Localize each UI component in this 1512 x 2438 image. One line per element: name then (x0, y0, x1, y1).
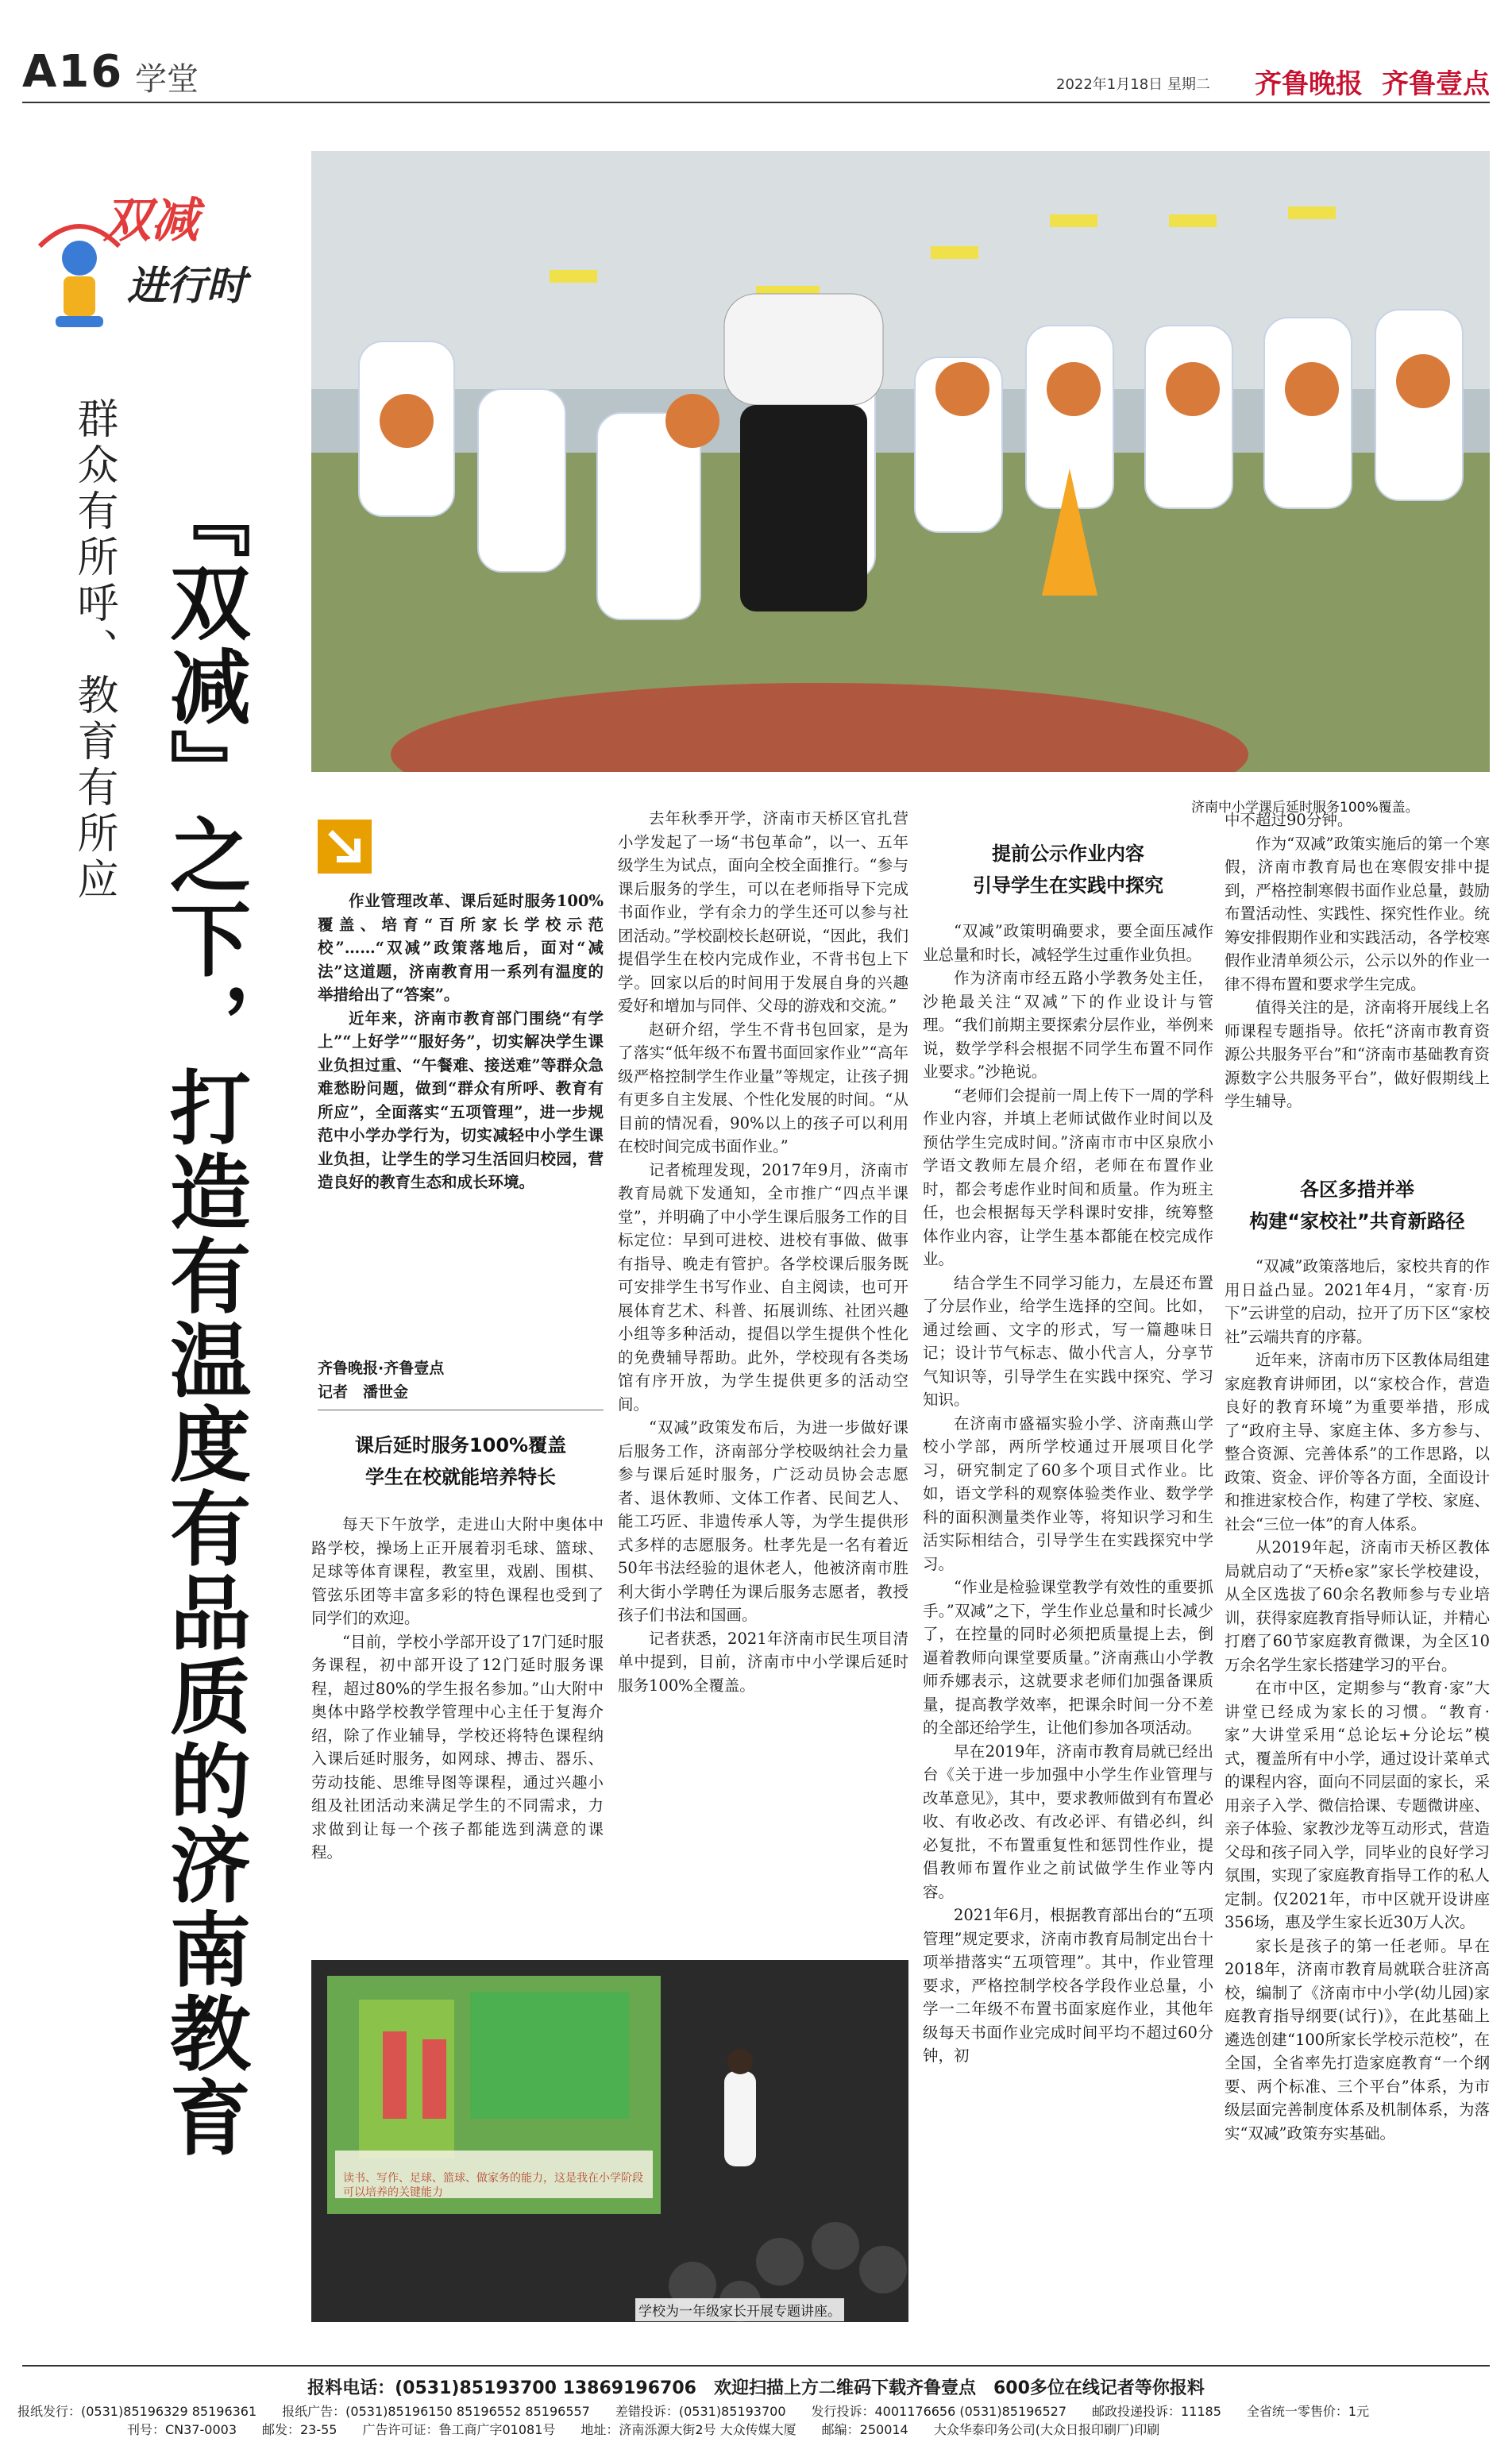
lead-paragraphs (318, 889, 604, 1194)
section-heading-1-line1: 课后延时服务100%覆盖 (354, 1434, 567, 1456)
body-paragraph: 结合学生不同学习能力，左晨还布置了分层作业，给学生选择的空间。比如，通过绘画、文字的形式，写一篇趣味日记；设计节气标志、做小代言人，分享节气知识等，引导学生在实践中探究、学习知识。 (923, 1273, 1213, 1409)
column-2-body (618, 807, 908, 1697)
lead-paragraph: 作业管理改革、课后延时服务100%覆盖、培育“百所家长学校示范校”……“双减”政策落地后，面对“减法”这道题，济南教育用一系列有温度的举措给出了“答案”。 (318, 892, 604, 1004)
body-paragraph: 家长是孩子的第一任老师。早在2018年，济南市教育局就联合驻济高校，编制了《济南市中小学(幼儿园)家庭教育指导纲要(试行)》，在此基础上遴选创建“100所家长学校示范校”，在全国，全省率先打造家庭教育“一个纲要、两个标准、三个平台”体系，为市级层面完善制度体系及机制体系，为落实“双减”政策夯实基础。 (1225, 1936, 1490, 2143)
badge-subtitle: 进行时 (127, 263, 246, 309)
arrow-marker (318, 820, 372, 874)
body-paragraph: 作为济南市经五路小学教务处主任，沙艳最关注“双减”下的作业设计与管理。“我们前期主要探索分层作业，举例来说，数学学科会根据不同学生布置不同作业要求。”沙艳说。 (923, 969, 1213, 1081)
body-paragraph: 2021年6月，根据教育部出台的“五项管理”规定要求，济南市教育局制定出台十项举措落实“五项管理”。其中，作业管理要求，严格控制学校各学段作业总量，小学一二年级不布置书面家庭作业，其他年级每天书面作业完成时间平均不超过60分钟，初 (923, 1906, 1213, 2065)
top-photo (311, 151, 1490, 772)
body-paragraph: 早在2019年，济南市教育局就已经出台《关于进一步加强中小学生作业管理与改革意见》，其中，要求教师做到有布置必收、有收必改、有改必评、有错必纠，纠必复批，不布置重复性和惩罚性作业，提倡教师布置作业之前试做学生作业等内容。 (923, 1742, 1213, 1901)
bottom-photo-caption: 学校为一年级家长开展专题讲座。 (635, 2298, 844, 2321)
top-photo-caption: 济南中小学课后延时服务100%覆盖。 (1191, 800, 1419, 816)
badge-title: 双减 (103, 193, 199, 249)
page-number: A16 (22, 46, 124, 98)
column-badge (32, 183, 270, 341)
byline-reporter: 记者 潘世金 (318, 1383, 409, 1401)
body-paragraph: “双减”政策发布后，为进一步做好课后服务工作，济南部分学校吸纳社会力量参与课后延时服务，广泛动员协会志愿者、退休教师、文体工作者、民间艺人、能工巧匠、非遗传承人等，为学生提供形式多样的志愿服务。杜孝先是一名有着近50年书法经验的退休老人，他被济南市胜利大街小学聘任为课后服务志愿者，教授孩子们书法和国画。 (618, 1418, 908, 1624)
section-name: 学堂 (135, 61, 199, 98)
body-paragraph: 每天下午放学，走进山大附中奥体中路学校，操场上正开展着羽毛球、篮球、足球等体育课程，教室里，戏剧、围棋、管弦乐团等丰富多彩的特色课程也受到了同学们的欢迎。 (311, 1515, 604, 1627)
basketball-class-photo (311, 151, 1490, 772)
newspaper-logo: 齐鲁晚报 (1255, 68, 1363, 100)
footer-publication-info: 刊号：CN37-0003 邮发：23-55 广告许可证：鲁工商广字01081号 地址：济南泺源大街2号 大众传媒大厦 邮编：250014 大众华泰印务公司(大众日报印刷厂)印刷 (127, 2422, 1160, 2437)
body-paragraph: “双减”政策落地后，家校共育的作用日益凸显。2021年4月，“家育·历下”云讲堂的启动，拉开了历下区“家校社”云端共育的序幕。 (1225, 1257, 1490, 1346)
section-heading-2-line2: 引导学生在实践中探究 (973, 874, 1163, 897)
lead-paragraph: 近年来，济南市教育部门围绕“有学上”“上好学”“服好务”，切实解决学生课业负担过重、“午餐难、接送难”等群众急难愁盼问题，做到“群众有所呼、教育有所应”，全面落实“五项管理”，进一步规范中小学办学行为，切实减轻中小学生课业负担，让学生的学习生活回归校园，营造良好的教育生态和成长环境。 (318, 1009, 604, 1191)
column-1-body (311, 1513, 604, 1865)
body-paragraph: 近年来，济南市历下区教体局组建家庭教育讲师团，以“家校合作，营造良好的教育环境”为重要举措，形成了“政府主导、家庭主体、多方参与、整合资源、完善体系”的工作思路，以政策、资金、评价等各方面，全面设计和推进家校合作，构建了学校、家庭、社会“三位一体”的育人体系。 (1225, 1351, 1490, 1533)
byline-outlet: 齐鲁晚报·齐鲁壹点 (318, 1360, 445, 1377)
body-paragraph: 从2019年起，济南市天桥区教体局就启动了“天桥e家”家长学校建设，从全区选拔了60余名教师参与专业培训，获得家庭教育指导师认证，并精心打磨了60节家庭教育微课，为全区10万余名学生家长搭建学习的平台。 (1225, 1538, 1490, 1674)
arrow-down-right-icon (318, 820, 372, 874)
byline (318, 1356, 604, 1404)
section-heading-3-line1: 各区多措并举 (1300, 1178, 1414, 1201)
footer-contacts: 报纸发行：(0531)85196329 85196361 报纸广告：(0531)85196150 85196552 85196557 差错投诉：(0531)85193700 发行投诉：4001176656 (0531)85196527 邮政投递投诉：11185 全省统一零售价：1元 (17, 2404, 1370, 2419)
header-rule (22, 102, 1490, 103)
app-logo: 齐鲁壹点 (1382, 68, 1490, 100)
column-4-body-bottom (1225, 1255, 1490, 2145)
body-paragraph: 赵研介绍，学生不背书包回家，是为了落实“低年级不布置书面回家作业”“高年级严格控制学生作业量”等规定，让孩子拥有更多自主发展、个性化发展的时间。“从目前的情况看，90%以上的孩子可以利用在校时间完成书面作业。” (618, 1020, 908, 1155)
headline: 『双减』之下，打造有温度有品质的济南教育 (156, 476, 251, 2160)
bottom-photo (311, 1960, 908, 2322)
parents-lecture-photo (311, 1960, 908, 2322)
body-paragraph: “目前，学校小学部开设了17门延时服务课程，初中部开设了12门延时服务课程，超过80%的学生报名参加。”山大附中奥体中路学校教学管理中心主任于复海介绍，除了作业辅导，学校还将特色课程纳入课后延时服务，如网球、搏击、器乐、劳动技能、思维导图等课程，通过兴趣小组及社团活动来满足学生的不同需求，力求做到让每一个孩子都能选到满意的课程。 (311, 1632, 604, 1861)
section-heading-3 (1225, 1174, 1490, 1237)
body-paragraph: 在市中区，定期参与“教育·家”大讲堂已经成为家长的习惯。“教育·家”大讲堂采用“总论坛+分论坛”模式，覆盖所有中小学，通过设计菜单式的课程内容，面向不同层面的家长，采用亲子入学、微信拾课、专题微讲座、亲子体验、家教沙龙等互动形式，营造父母和孩子同入学，同毕业的良好学习氛围，实现了家庭教育指导工作的私人定制。仅2021年，市中区就开设讲座356场，惠及学生家长近30万人次。 (1225, 1679, 1490, 1931)
section-heading-3-line2: 构建“家校社”共育新路径 (1249, 1210, 1465, 1233)
body-paragraph: 中不超过90分钟。 (1225, 811, 1353, 829)
body-paragraph: 记者梳理发现，2017年9月，济南市教育局就下发通知，全市推广“四点半课堂”，并明确了中小学生课后服务工作的目标定位：早到可进校、进校有事做、做事有指导、晚走有管护。各学校课后服务既可安排学生书写作业、自主阅读，也可开展体育艺术、科普、拓展训练、社团兴趣小组等多种活动，提倡以学生提供个性化的免费辅导帮助。此外，学校现有各类场馆有序开放，为学生提供更多的活动空间。 (618, 1160, 908, 1414)
body-paragraph: 作为“双减”政策实施后的第一个寒假，济南市教育局也在寒假安排中提到，严格控制寒假书面作业总量，鼓励布置活动性、实践性、探究性作业。统筹安排假期作业和实践活动，各学校寒假作业清单须公示，公示以外的作业一律不得布置和要求学生完成。 (1225, 834, 1490, 993)
column-4-body-top (1225, 808, 1490, 1113)
section-heading-2-line1: 提前公示作业内容 (992, 843, 1144, 865)
body-paragraph: “老师们会提前一周上传下一周的学科作业内容，并填上老师试做作业时间以及预估学生完成时间。”济南市市中区泉欣小学语文教师左晨介绍，老师在布置作业时，都会考虑作业时间和质量。作为班主任，也会根据每天学科课时安排，统筹整体作业内容，让学生基本都能在校完成作业。 (923, 1086, 1213, 1268)
section-heading-1 (318, 1429, 604, 1493)
screen-text: 读书、写作、足球、篮球、做家务的能力，这是我在小学阶段可以培养的关键能力 (343, 2172, 643, 2199)
section-heading-2 (923, 838, 1213, 901)
issue-date: 2022年1月18日 星期二 (1056, 76, 1210, 93)
section-heading-1-line2: 学生在校就能培养特长 (365, 1466, 556, 1488)
body-paragraph: “双减”政策明确要求，要全面压减作业总量和时长，减轻学生过重作业负担。 (923, 922, 1213, 964)
footer-hotline: 报料电话：(0531)85193700 13869196706 欢迎扫描上方二维码下载齐鲁壹点 600多位在线记者等你报料 (307, 2378, 1205, 2398)
body-paragraph: 去年秋季开学，济南市天桥区官扎营小学发起了一场“书包革命”，以一、五年级学生为试点，面向全校全面推行。“参与课后服务的学生，可以在老师指导下完成书面作业，学有余力的学生还可以参与社团活动。”学校副校长赵研说，“因此，我们提倡学生在校内完成作业，不背书包上下学。回家以后的时间用于发展自身的兴趣爱好和增加与同伴、父母的游戏和交流。” (618, 809, 908, 1015)
body-paragraph: “作业是检验课堂教学有效性的重要抓手。”双减”之下，学生作业总量和时长减少了，在控量的同时必须把质量提上去，倒逼着教师向课堂要质量。”济南燕山小学教师乔娜表示，这就要求老师们加强备课质量，提高教学效率，把课余时间一分不差的全部还给学生，让他们参加各项活动。 (923, 1578, 1213, 1737)
body-paragraph: 在济南市盛福实验小学、济南燕山学校小学部，两所学校通过开展项目化学习，研究制定了60多个项目式作业。比如，语文学科的观察体验类作业、数学学科的面积测量类作业等，将知识学习和生活实际相结合，引导学生在实践探究中学习。 (923, 1414, 1213, 1573)
body-paragraph: 值得关注的是，济南将开展线上名师课程专题指导。依托“济南市教育资源公共服务平台”和“济南市基础教育资源数字公共服务平台”，做好假期线上学生辅导。 (1225, 998, 1490, 1110)
footer-rule (22, 2365, 1490, 2367)
column-3-body (923, 920, 1213, 2068)
subtitle: 群众有所呼、教育有所应 (70, 397, 118, 904)
body-paragraph: 记者获悉，2021年济南市民生项目清单中提到，目前，济南市中小学课后延时服务100%全覆盖。 (618, 1629, 908, 1695)
